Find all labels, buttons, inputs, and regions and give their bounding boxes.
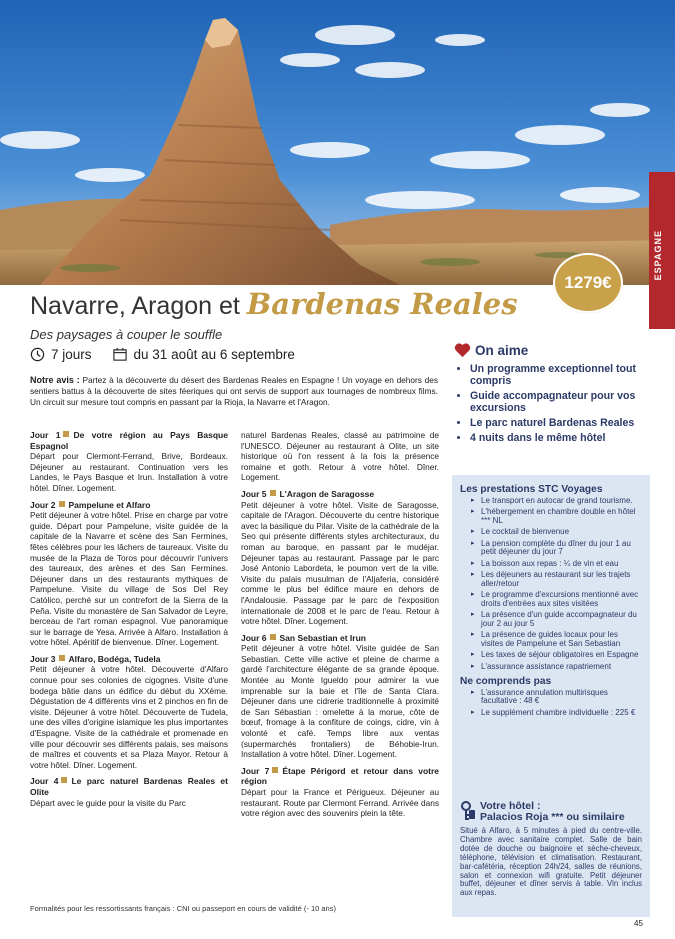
day-1-label: Jour 1 — [30, 430, 61, 440]
day-5-text: Petit déjeuner à votre hôtel. Visite de Saragosse, capitale de l'Aragon. Découverte du centre historique avec la basilique du Pilar. Visite de la cathédrale de la Seo qui présente différents styles architecturaux, du roman au baroque, en passant par le mudéjar. Déjeuner tapas au restaurant. Passage par le parc José Antonio Labordeta, le poumon vert de la ville. Visite du palais musulman de l'Aljaferia, considéré comme le plus bel édifice maure en dehors de l'Andalousie. Passage par le parc de l'exposition internationale de 2008 et le parc de l'eau. Retour à votre hôtel. Dîner. Logement. — [241, 499, 439, 627]
bullet-square-icon — [270, 490, 276, 496]
hotel-title-1: Votre hôtel : — [480, 800, 541, 812]
prestations-section — [460, 484, 642, 721]
day-6-title: San Sebastian et Irun — [279, 632, 366, 643]
day-7 — [241, 766, 439, 819]
country-tab — [649, 172, 675, 329]
day-3-title: Alfaro, Bodéga, Tudela — [68, 653, 161, 664]
hotel-section — [460, 801, 642, 898]
bullet-square-icon — [59, 501, 65, 507]
list-item: ▸ L'assurance assistance rapatriement — [460, 663, 642, 672]
day-6-text: Petit déjeuner à votre hôtel. Visite guidée de San Sebastian. Cette ville active et pleine de charme a gardé l'architecture élégante de sa grande époque. Montée au Monte Igueldo pour admirer la vue imprenable sur la baie et l'île de Santa Clara. Déjeuner dans une cidrerie traditionnelle à proximité de San Sébastian : omelette à la morue, côte de bœuf, fromage à la confiture de coings, cidre, vin à volonté et café. Temps libre aux ventas (supermarchés frontaliers) de Béhobie-Irun. Installation à votre hôtel. Dîner. Logement. — [241, 643, 439, 760]
footer-note: Formalités pour les ressortissants français : CNI ou passeport en cours de validité (- 10 ans) — [30, 904, 336, 913]
day-3 — [30, 654, 228, 771]
clock-icon — [30, 347, 45, 362]
calendar-icon — [112, 347, 128, 362]
trip-meta — [30, 347, 295, 362]
day-4 — [30, 776, 228, 808]
list-item: • Guide accompagnateur pour vos excursions — [470, 390, 654, 414]
list-item: ▸ Les taxes de séjour obligatoires en Espagne — [460, 651, 642, 660]
list-item: ▸ Le cocktail de bienvenue — [460, 528, 642, 537]
list-item: ▸ Le supplément chambre individuelle : 225 € — [460, 709, 642, 718]
list-item: • Un programme exceptionnel tout compris — [470, 363, 654, 387]
day-2 — [30, 500, 228, 648]
day-1-title: De votre région au Pays Basque Espagnol — [30, 430, 228, 451]
hotel-text: Situé à Alfaro, à 5 minutes à pied du centre-ville. Chambre avec sanitaire complet. Salle de bain dotée de douche ou baignoire et sèche-cheveux, téléphone, télévision et climatisation. Restaurant, bar-cafétéria, réception 24h/24, salles de réunions, salon et connexion wifi gratuite. Petit déjeuner buffet, déjeuner et dîner servis à table. Vin inclus aux repas. — [460, 826, 642, 898]
title-script: Bardenas Reales — [246, 287, 518, 321]
day-2-text: Petit déjeuner à votre hôtel. Prise en charge par votre guide. Départ pour Pampelune, visite guidée de la capitale de la Navarre et scène des San Fermines, fêtes célèbres pour les lâchers de taureaux. Visite du musée de la Plaza de Toros pour découvrir l'univers des taureaux, des arènes et des San Fermines. Déjeuner dans un des restaurants mythiques de Pampelune. Visite du village de Sos Del Rey Católico, perché sur un contrefort de la Sierra de la Peña. Visite du monastère de San Salvador de Leyre, berceau de l'art roman espagnol. Vue panoramique sur le barrage de Yesa. Arrivée à Alfaro. Installation à votre hôtel. Apéritif de bienvenue. Dîner. Logement. — [30, 510, 228, 648]
bullet-square-icon — [272, 767, 278, 773]
list-item: • Le parc naturel Bardenas Reales — [470, 417, 654, 429]
itinerary-column-1 — [30, 430, 228, 814]
duration: 7 jours — [51, 347, 92, 362]
list-item: • 4 nuits dans le même hôtel — [470, 432, 654, 444]
day-6 — [241, 633, 439, 760]
day-4-continued: naturel Bardenas Reales, classé au patrimoine de l'UNESCO. Déjeuner au restaurant à Olite, un site historique où l'on ressent à la fois la présence romaine et goth. Retour à votre hôtel. Dîner. Logement. — [241, 430, 439, 483]
list-item: ▸ L'assurance annulation multirisques facultative : 48 € — [460, 689, 642, 707]
country-tab-label: ESPAGNE — [653, 230, 663, 281]
day-5-title: L'Aragon de Saragosse — [279, 488, 375, 499]
avis-label: Notre avis : — [30, 375, 80, 385]
day-3-text: Petit déjeuner à votre hôtel. Découverte d'Alfaro connue pour ses colonies de cigognes. Visite d'une bodega bâtie dans un édifice du début du XXème. Dégustation de 4 différents vins et 2 pinchos en fin de visite. Déjeuner à votre hôtel. Découverte de Tudela, une des villes d'origine islamique les plus importantes d'Espagne. Visite de la cathédrale et promenade en ville pour découvrir ses différents palais, ses maisons de maîtres et couvents et sa Plaza Mayor. Retour à votre hôtel. Dîner. Logement. — [30, 664, 228, 770]
hero-photo — [0, 0, 675, 285]
day-4-label: Jour 4 — [30, 776, 59, 787]
day-2-title: Pampelune et Alfaro — [68, 499, 151, 510]
subtitle: Des paysages à couper le souffle — [30, 327, 223, 342]
day-5-label: Jour 5 — [241, 488, 267, 499]
day-5 — [241, 489, 439, 627]
list-item: ▸ La boisson aux repas : ¼ de vin et eau — [460, 560, 642, 569]
on-aime-section — [454, 342, 654, 447]
day-7-label: Jour 7 — [241, 765, 270, 776]
notre-avis — [30, 375, 438, 407]
non-compris-title: Ne comprends pas — [460, 675, 552, 687]
list-item: ▸ La pension complète du dîner du jour 1 au petit déjeuner du jour 7 — [460, 540, 642, 558]
day-3-label: Jour 3 — [30, 653, 56, 664]
title-main: Navarre, Aragon et — [30, 292, 240, 320]
day-1 — [30, 430, 228, 494]
prestations-title: Les prestations STC Voyages — [460, 484, 603, 495]
prestations-panel — [452, 475, 650, 917]
day-7-text: Départ pour la France et Périgueux. Déjeuner au restaurant. Route par Clermont Ferrand. Arrivée dans votre région avec des souvenirs plein la tête. — [241, 787, 439, 819]
dates: du 31 août au 6 septembre — [133, 347, 295, 362]
hotel-key-icon — [460, 801, 476, 821]
itinerary-column-2 — [241, 430, 439, 825]
list-item: ▸ L'hébergement en chambre double en hôtel *** NL — [460, 508, 642, 526]
list-item: ▸ Le transport en autocar de grand tourisme. — [460, 497, 642, 506]
list-item: ▸ Les déjeuners au restaurant sur les trajets aller/retour — [460, 571, 642, 589]
list-item: ▸ La présence de guides locaux pour les visites de Pampelune et San Sebastian — [460, 631, 642, 649]
bullet-square-icon — [59, 655, 65, 661]
heart-icon — [454, 342, 471, 358]
day-7-title: Étape Périgord et retour dans votre région — [241, 765, 439, 787]
day-2-label: Jour 2 — [30, 499, 56, 510]
hotel-title-2: Palacios Roja *** ou similaire — [480, 811, 625, 823]
day-6-label: Jour 6 — [241, 632, 267, 643]
bullet-square-icon — [61, 777, 67, 783]
bullet-square-icon — [270, 634, 276, 640]
list-item: ▸ Le programme d'excursions mentionné avec droits d'entrées aux sites visitées — [460, 591, 642, 609]
avis-text: Partez à la découverte du désert des Bardenas Reales en Espagne ! Un voyage en dehors des sentiers battus à la découverte de sites féeriques qui ont servis de support aux tournages de nombreux films. Un circuit sur mesure tout compris en passant par la Rioja, la Navarre et l'Aragon. — [30, 375, 438, 407]
day-1-text: Départ pour Clermont-Ferrand, Brive, Bordeaux. Déjeuner au restaurant. Continuation vers les Landes, le Pays Basque et Irun. Installation à votre hôtel. Dîner. Logement. — [30, 451, 228, 493]
day-4-title: Le parc naturel Bardenas Reales et Olite — [30, 776, 228, 797]
list-item: ▸ La présence d'un guide accompagnateur du jour 2 au jour 5 — [460, 611, 642, 629]
page-title — [30, 287, 518, 321]
price-badge — [553, 253, 623, 313]
on-aime-title: On aime — [475, 342, 529, 358]
page-number: 45 — [634, 919, 643, 928]
bullet-square-icon — [63, 431, 69, 437]
day-4-text: Départ avec le guide pour la visite du Parc — [30, 797, 186, 808]
price-value: 1279€ — [564, 273, 612, 292]
